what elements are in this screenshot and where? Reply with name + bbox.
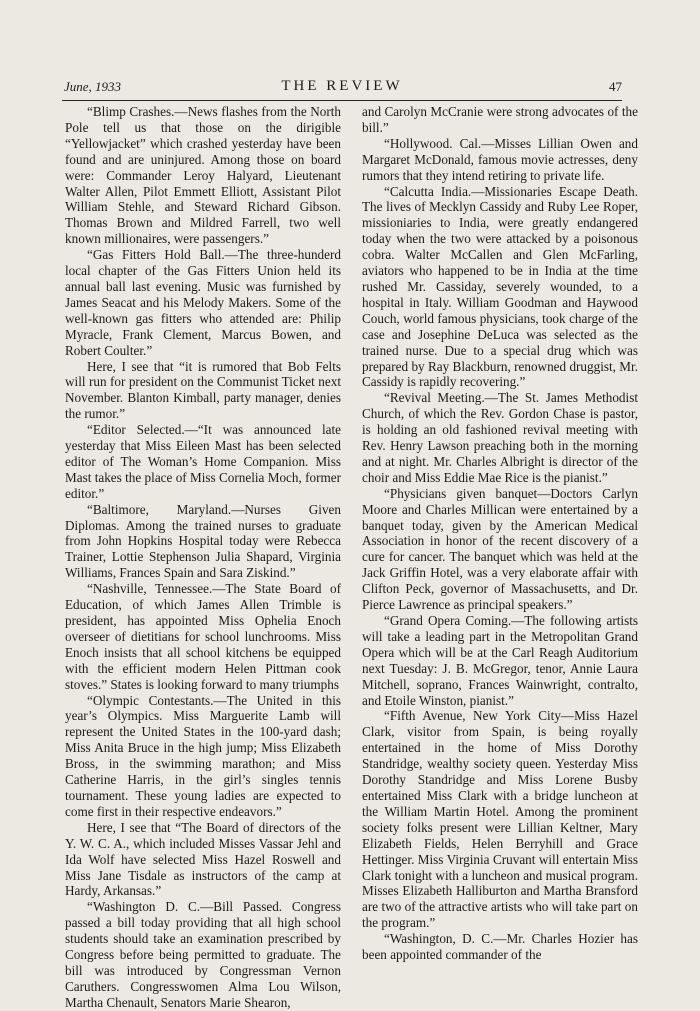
right-column xyxy=(362,104,638,963)
left-column xyxy=(65,104,341,1011)
paragraph: “Physicians given banquet—Doctors Carlyn Moore and Charles Millican were entertained by a banquet today, given by the American Medical Association in honor of the recent discovery of a cure for cancer. The banquet which was held at the Jack Griffin Hotel, was a very elaborate affair with Clifton Peck, governor of Massachusetts, and Dr. Pierce Lawrence as principal speakers.” xyxy=(362,485,638,613)
paragraph-continuation: and Carolyn McCranie were strong advocates of the bill.” xyxy=(362,104,638,135)
paragraph: Here, I see that “it is rumored that Bob Felts will run for president on the Communist Ticket next November. Blanton Kimball, party manager, denies the rumor.” xyxy=(65,358,341,422)
paragraph: “Editor Selected.—“It was announced late yesterday that Miss Eileen Mast has been selected editor of The Woman’s Home Companion. Miss Mast takes the place of Miss Cornelia Moch, former editor.” xyxy=(65,422,341,501)
paragraph: “Baltimore, Maryland.—Nurses Given Diplomas. Among the trained nurses to graduate from John Hopkins Hospital today were Rebecca Trainer, Lottie Stephenson Julia Shapard, Virginia Williams, Frances Spain and Sara Ziskind.” xyxy=(65,501,341,581)
issue-date: June, 1933 xyxy=(64,79,122,94)
page-number: 47 xyxy=(609,79,622,94)
paragraph: “Olympic Contestants.—The United in this year’s Olympics. Miss Marguerite Lamb will represent the United States in the 100-yard dash; Miss Anita Bruce in the high jump; Miss Elizabeth Bross, in the swimming marathon; and Miss Catherine Harris, in the girl’s singles tennis tournament. These young ladies are expected to come first in their respective endeavors.” xyxy=(65,692,341,819)
paragraph: “Grand Opera Coming.—The following artists will take a leading part in the Metropolitan Grand Opera which will be at the Carl Reagh Auditorium next Tuesday: J. B. McGregor, tenor, Annie Laura Mitchell, soprano, Frances Wainwright, contralto, and Etoile Winston, pianist.” xyxy=(362,613,638,708)
paragraph: “Hollywood. Cal.—Misses Lillian Owen and Margaret McDonald, famous movie actresses, deny rumors that they intend retiring to private life. xyxy=(362,135,638,183)
paragraph: “Blimp Crashes.—News flashes from the North Pole tell us that those on the dirigible “Yellowjacket” which crashed yesterday have been found and are uninjured. Among those on board were: Commander Leroy Halyard, Lieutenant Walter Allen, Pilot Emmett Elliott, Assistant Pilot William Stehle, and Steward Richard Gibson. Thomas Brown and Mildred Farrell, two well known millionaires, were passengers.” xyxy=(65,104,341,247)
paragraph: “Washington, D. C.—Mr. Charles Hozier has been appointed commander of the xyxy=(362,931,638,963)
paragraph: “Calcutta India.—Missionaries Escape Death. The lives of Mecklyn Cassidy and Ruby Lee Roper, missioniaries to India, were greatly endangered today when the two were attacked by a poisonous cobra. Walter McCallen and Glen McFarling, aviators who happened to be in India at the time rushed Mr. Cassiday, severely wounded, to a hospital in Italy. William Goodman and Haywood Couch, world famous physicians, took charge of the case and Josephine DeLuca was selected as the trained nurse. Due to a special drug which was prepared by Ray Blackburn, renowned druggist, Mr. Cassidy is rapidly recovering.” xyxy=(362,183,638,390)
paragraph: Here, I see that “The Board of directors of the Y. W. C. A., which included Misses Vassar Jehl and Ida Wolf have selected Miss Hazel Roswell and Miss Jane Tisdale as instructors of the camp at Hardy, Arkansas.” xyxy=(65,819,341,899)
paragraph: “Nashville, Tennessee.—The State Board of Education, of which James Allen Trimble is president, has appointed Miss Ophelia Enoch overseer of dietitians for school lunchrooms. Miss Enoch insists that all school kitchens be equipped with the efficient modern Helen Pittman cook stoves.” States is looking forward to many triumphs xyxy=(65,581,341,692)
paragraph: “Revival Meeting.—The St. James Methodist Church, of which the Rev. Gordon Chase is pastor, is holding an old fashioned revival meeting with Rev. Henry Lawson preaching both in the morning and at night. Mr. Charles Albright is director of the choir and Miss Eddie Mae Rice is the pianist.” xyxy=(362,390,638,485)
publication-title: THE REVIEW xyxy=(281,78,403,94)
running-header xyxy=(62,78,622,101)
paragraph: “Fifth Avenue, New York City—Miss Hazel Clark, visitor from Spain, is being royally entertained in the home of Miss Dorothy Standridge, wealthy society queen. Yesterday Miss Dorothy Standridge and Miss Lorene Busby entertained Miss Clark with a bridge luncheon at the William Martin Hotel. Among the prominent society folks present were Lillian Keltner, Mary Elizabeth Fields, Helen Berryhill and Grace Hettinger. Miss Virginia Cruvant will entertain Miss Clark tonight with a luncheon and musical program. Misses Elizabeth Halliburton and Martha Bransford are two of the attractive artists who will take part on the program.” xyxy=(362,708,638,931)
paragraph: “Gas Fitters Hold Ball.—The three-hunderd local chapter of the Gas Fitters Union held its annual ball last evening. Music was furnished by James Seacat and his Melody Makers. Some of the well-known gas fitters who attended are: Philip Myracle, Frank Clement, Marcus Bowen, and Robert Coulter.” xyxy=(65,247,341,358)
paragraph: “Washington D. C.—Bill Passed. Congress passed a bill today providing that all high school students should take an examination prescribed by Congress before being permitted to graduate. The bill was introduced by Congressman Vernon Caruthers. Congresswomen Alma Lou Wilson, Martha Chenault, Senators Marie Shearon, xyxy=(65,899,341,1010)
